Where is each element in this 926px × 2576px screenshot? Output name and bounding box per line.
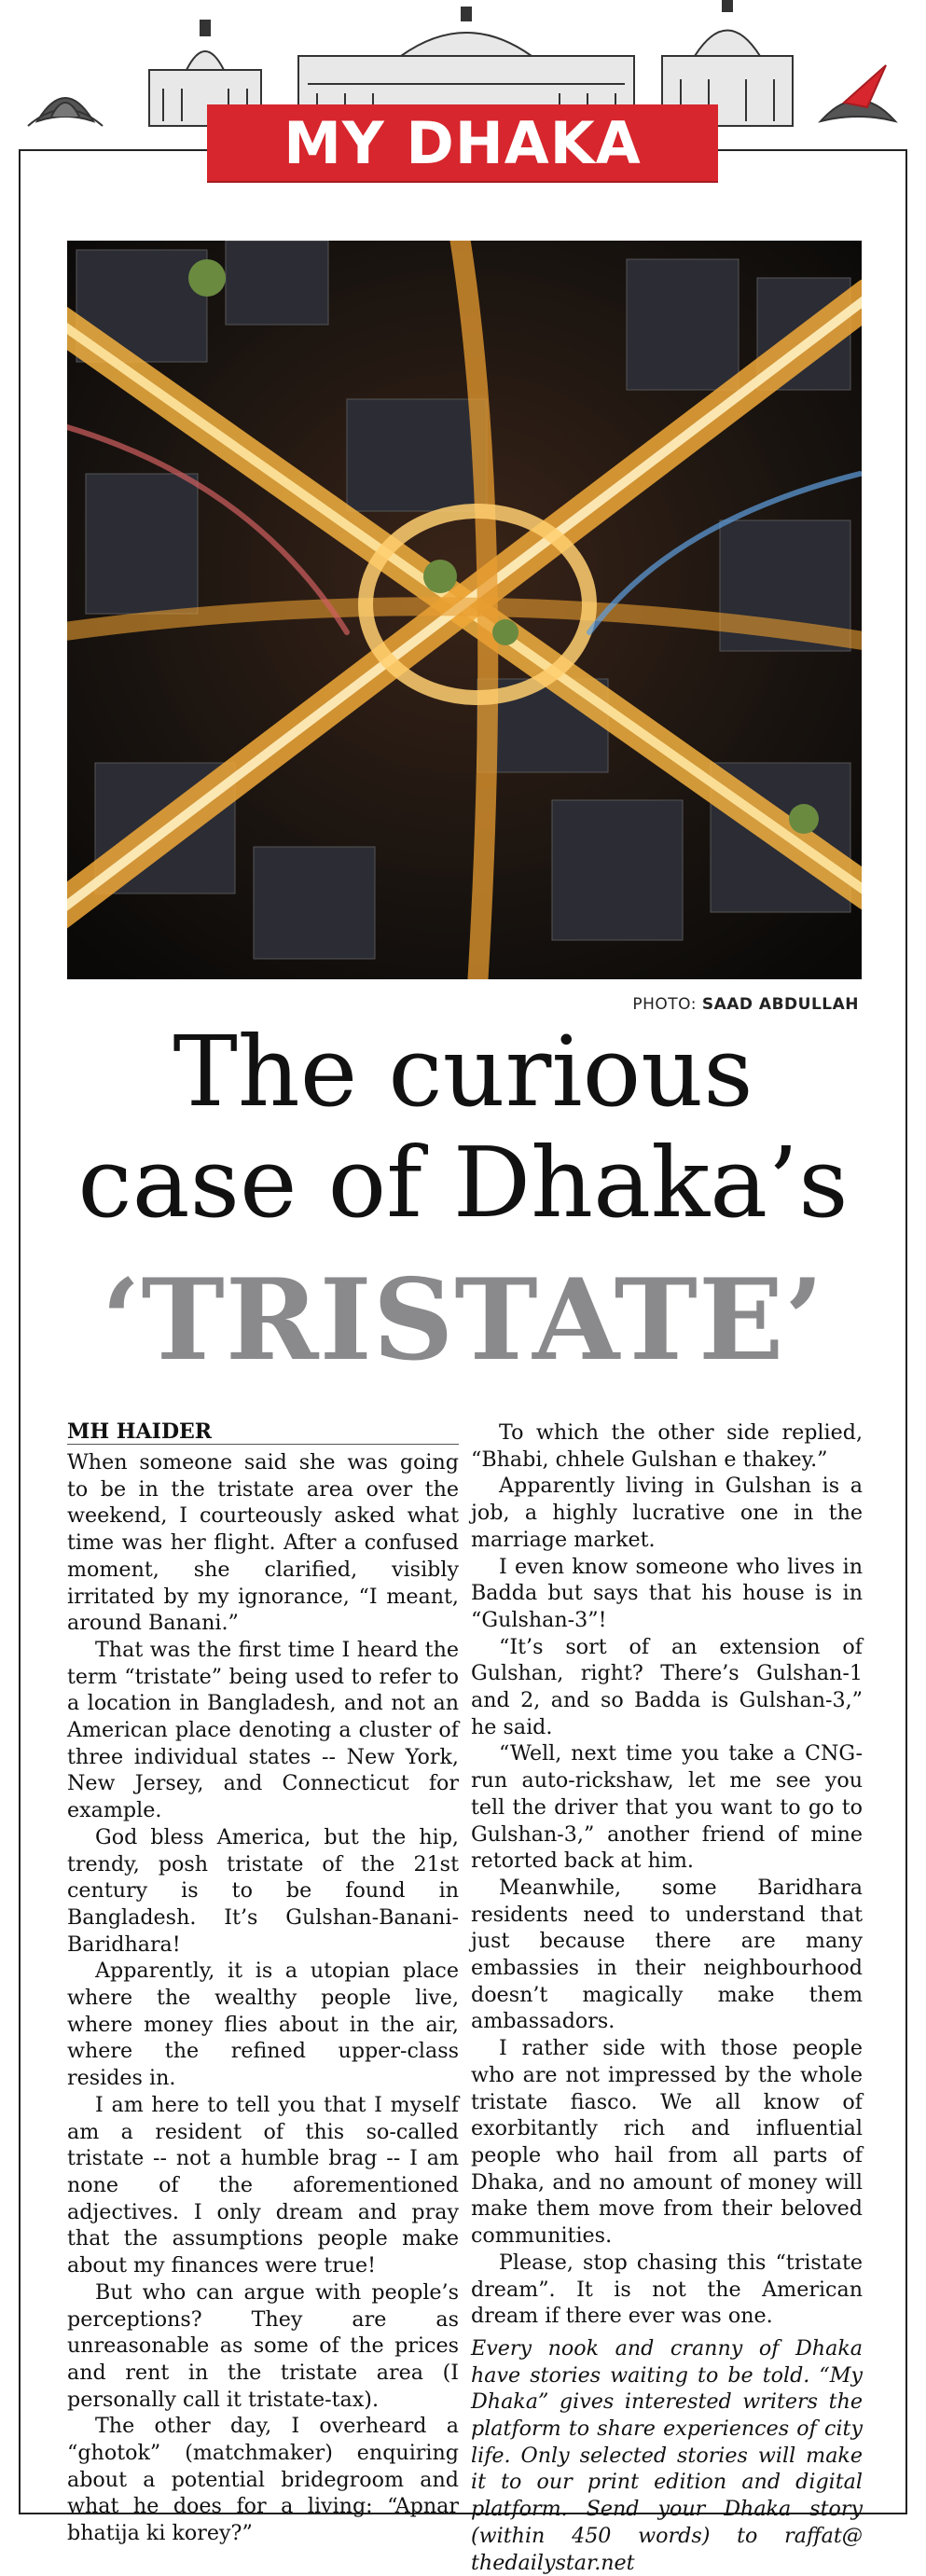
headline-highlight: ‘TRISTATE’ (101, 1254, 825, 1386)
paragraph: God bless America, but the hip, trendy, posh tristate of the 21st century is to be found in Bangladesh. It’s Gulshan-Banani-Baridhara! (67, 1824, 459, 1957)
paragraph: I even know someone who lives in Badda but says that his house is in “Gulshan-3”! (471, 1554, 863, 1632)
paragraph: That was the first time I heard the term “tristate” being used to refer to a location in Bangladesh, and not an American place denoting a cluster of three individual states -- New York, New Jersey, and Connecticut for example. (67, 1637, 459, 1823)
headline-line-2: case of Dhaka’s (77, 1125, 849, 1240)
paragraph: Please, stop chasing this “tristate dream”. It is not the American dream if there ever was one. (471, 2250, 863, 2329)
paragraph: To which the other side replied, “Bhabi, chhele Gulshan e thakey.” (471, 1420, 863, 1472)
paragraph: Apparently, it is a utopian place where the wealthy people live, where money flies about in the air, where the refined upper-class resides in. (67, 1959, 459, 2091)
headline (37, 1017, 889, 1238)
paragraph: The other day, I overheard a “ghotok” (matchmaker) enquiring about a potential bridegroom and what he does for a living: “Apnar bhatija ki korey?” (67, 2414, 459, 2546)
byline-rule (67, 1444, 459, 1445)
paragraph: “It’s sort of an extension of Gulshan, right? There’s Gulshan-1 and 2, and so Badda is Gulshan-3,” he said. (471, 1634, 863, 1739)
photo-credit: PHOTO: SAAD ABDULLAH (632, 995, 859, 1014)
article-column-left (67, 1449, 459, 2547)
article-column-right (471, 1420, 863, 2576)
submission-note: Every nook and cranny of Dhaka have stories waiting to be told. “My Dhaka” gives interested writers the platform to share experiences of city life. Only selected stories will make it to our print edition and digital platform. Send your Dhaka story (within 450 words) to raffat@ thedailystar.net (471, 2335, 863, 2575)
paragraph: I am here to tell you that I myself am a resident of this so-called tristate -- not a humble brag -- I am none of the aforementioned adjectives. I only dream and pray that the assumptions people make about my finances were true! (67, 2092, 459, 2278)
headline-line-1: The curious (173, 1015, 753, 1129)
byline: MH HAIDER (67, 1420, 213, 1444)
section-title: MY DHAKA (283, 108, 642, 177)
paragraph: Meanwhile, some Baridhara residents need to understand that just because there are many embassies in their neighbourhood doesn’t magically make them ambassadors. (471, 1875, 863, 2034)
paragraph: I rather side with those people who are not impressed by the whole tristate fiasco. We all know of exorbitantly rich and influential people who hail from all parts of Dhaka, and no amount of money will make them move from their beloved communities. (471, 2036, 863, 2249)
paragraph: But who can argue with people’s perceptions? They are as unreasonable as some of the prices and rent in the tristate area (I personally call it tristate-tax). (67, 2279, 459, 2412)
paragraph: “Well, next time you take a CNG-run auto-rickshaw, let me see you tell the driver that you want to go to Gulshan-3,” another friend of mine retorted back at him. (471, 1741, 863, 1874)
paragraph: When someone said she was going to be in the tristate area over the weekend, I courteously asked what time was her flight. After a confused moment, she clarified, visibly irritated by my ignorance, “I meant, around Banani.” (67, 1450, 459, 1636)
aerial-city-photo (67, 241, 862, 979)
paragraph: Apparently living in Gulshan is a job, a highly lucrative one in the marriage market. (471, 1474, 863, 1552)
section-banner (207, 104, 718, 181)
photographer-name: SAAD ABDULLAH (701, 995, 859, 1014)
